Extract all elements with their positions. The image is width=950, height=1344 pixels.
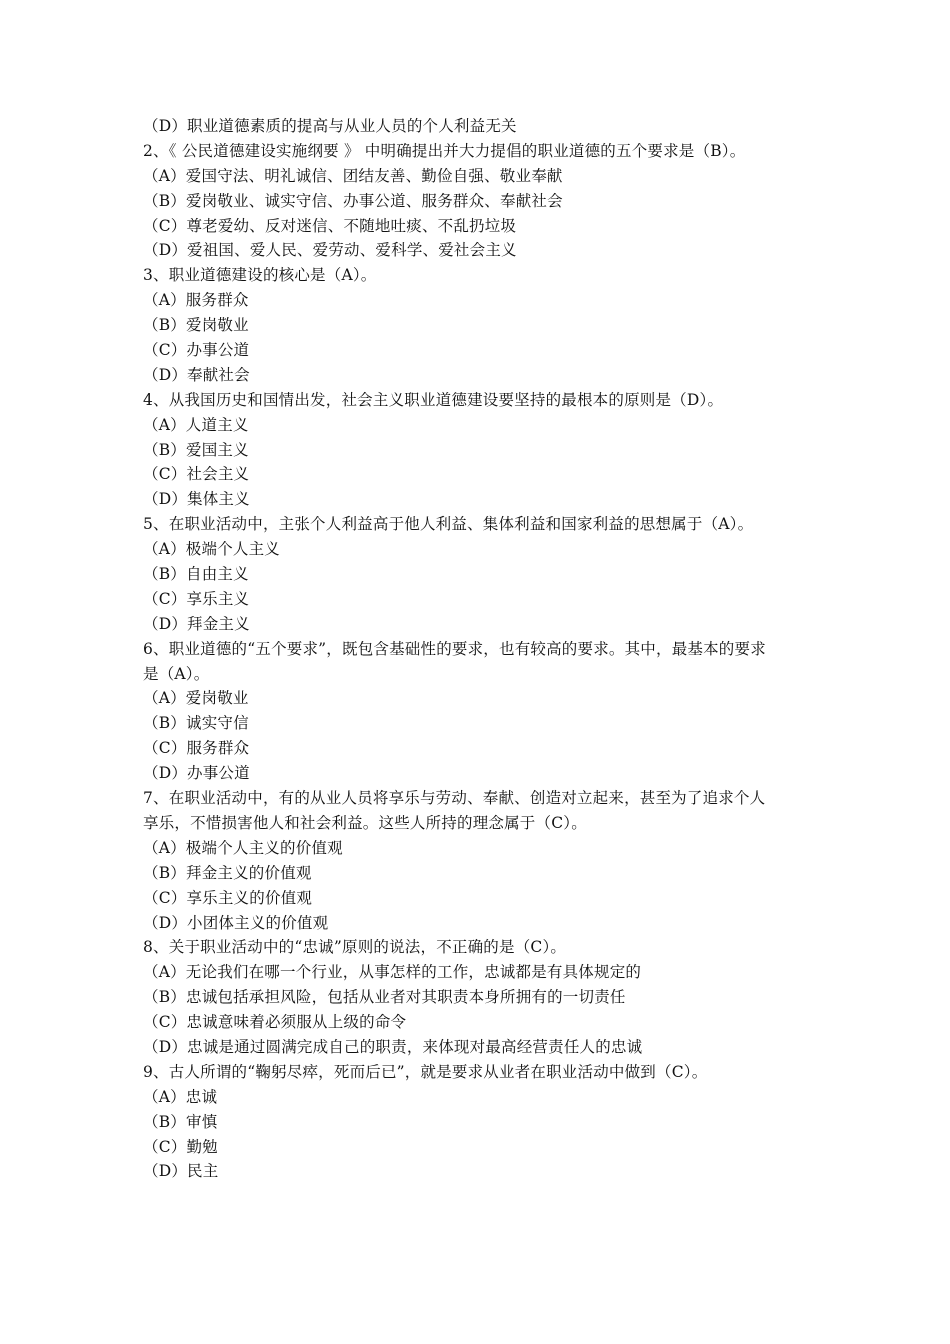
- answer-option: （A）极端个人主义的价值观: [143, 838, 343, 857]
- answer-option: （D）集体主义: [143, 490, 250, 509]
- answer-option: （A）忠诚: [143, 1087, 218, 1106]
- answer-option: （D）职业道德素质的提高与从业人员的个人利益无关: [143, 117, 517, 135]
- answer-option: （C）尊老爱幼、反对迷信、不随地吐痰、不乱扔垃圾: [143, 216, 517, 235]
- answer-option: （A）爱国守法、明礼诚信、团结友善、勤俭自强、敬业奉献: [143, 166, 563, 185]
- answer-option: （C）享乐主义: [143, 589, 250, 608]
- answer-option: （C）办事公道: [143, 341, 250, 360]
- answer-option: （D）忠诚是通过圆满完成自己的职责，来体现对最高经营责任人的忠诚: [143, 1037, 643, 1056]
- question-text: 3、职业道德建设的核心是（A）。: [143, 266, 377, 285]
- question-text: 5、在职业活动中，主张个人利益高于他人利益、集体利益和国家利益的思想属于（A）。: [143, 515, 754, 534]
- question-text: 2、《 公民道德建设实施纲要 》 中明确提出并大力提倡的职业道德的五个要求是（B）。: [143, 141, 746, 160]
- question-text: 6、职业道德的“五个要求”，既包含基础性的要求，也有较高的要求。其中，最基本的要求: [143, 639, 766, 658]
- answer-option: （B）拜金主义的价值观: [143, 863, 312, 882]
- exam-content: [143, 114, 813, 1184]
- question-text: 7、在职业活动中，有的从业人员将享乐与劳动、奉献、创造对立起来，甚至为了追求个人: [143, 789, 766, 808]
- answer-option: （C）社会主义: [143, 465, 250, 484]
- question-text: 4、从我国历史和国情出发，社会主义职业道德建设要坚持的最根本的原则是（D）。: [143, 390, 724, 409]
- answer-option: （B）爱岗敬业、诚实守信、办事公道、服务群众、奉献社会: [143, 191, 563, 210]
- answer-option: （D）小团体主义的价值观: [143, 913, 329, 932]
- answer-option: （B）审慎: [143, 1112, 218, 1131]
- answer-option: （C）享乐主义的价值观: [143, 888, 313, 907]
- answer-option: （C）服务群众: [143, 739, 250, 758]
- answer-option: （C）勤勉: [143, 1137, 218, 1156]
- answer-option: （D）爱祖国、爱人民、爱劳动、爱科学、爱社会主义: [143, 241, 517, 260]
- answer-option: （A）服务群众: [143, 291, 249, 310]
- question-text-continued: 是（A）。: [143, 664, 210, 683]
- answer-option: （D）拜金主义: [143, 614, 250, 633]
- answer-option: （B）诚实守信: [143, 714, 249, 733]
- answer-option: （A）极端个人主义: [143, 540, 280, 559]
- answer-option: （B）忠诚包括承担风险，包括从业者对其职责本身所拥有的一切责任: [143, 988, 626, 1007]
- answer-option: （A）人道主义: [143, 415, 249, 434]
- answer-option: （A）无论我们在哪一个行业，从事怎样的工作，忠诚都是有具体规定的: [143, 963, 642, 982]
- answer-option: （A）爱岗敬业: [143, 689, 249, 708]
- answer-option: （B）自由主义: [143, 565, 249, 584]
- answer-option: （D）办事公道: [143, 764, 250, 783]
- answer-option: （B）爱岗敬业: [143, 316, 249, 335]
- answer-option: （B）爱国主义: [143, 440, 249, 459]
- answer-option: （D）民主: [143, 1162, 219, 1181]
- question-text: 9、古人所谓的“鞠躬尽瘁，死而后已”，就是要求从业者在职业活动中做到（C）。: [143, 1062, 708, 1081]
- question-text: 8、关于职业活动中的“忠诚”原则的说法，不正确的是（C）。: [143, 938, 567, 957]
- answer-option: （C）忠诚意味着必须服从上级的命令: [143, 1013, 407, 1032]
- answer-option: （D）奉献社会: [143, 365, 250, 384]
- question-text-continued: 享乐，不惜损害他人和社会利益。这些人所持的理念属于（C）。: [143, 813, 587, 832]
